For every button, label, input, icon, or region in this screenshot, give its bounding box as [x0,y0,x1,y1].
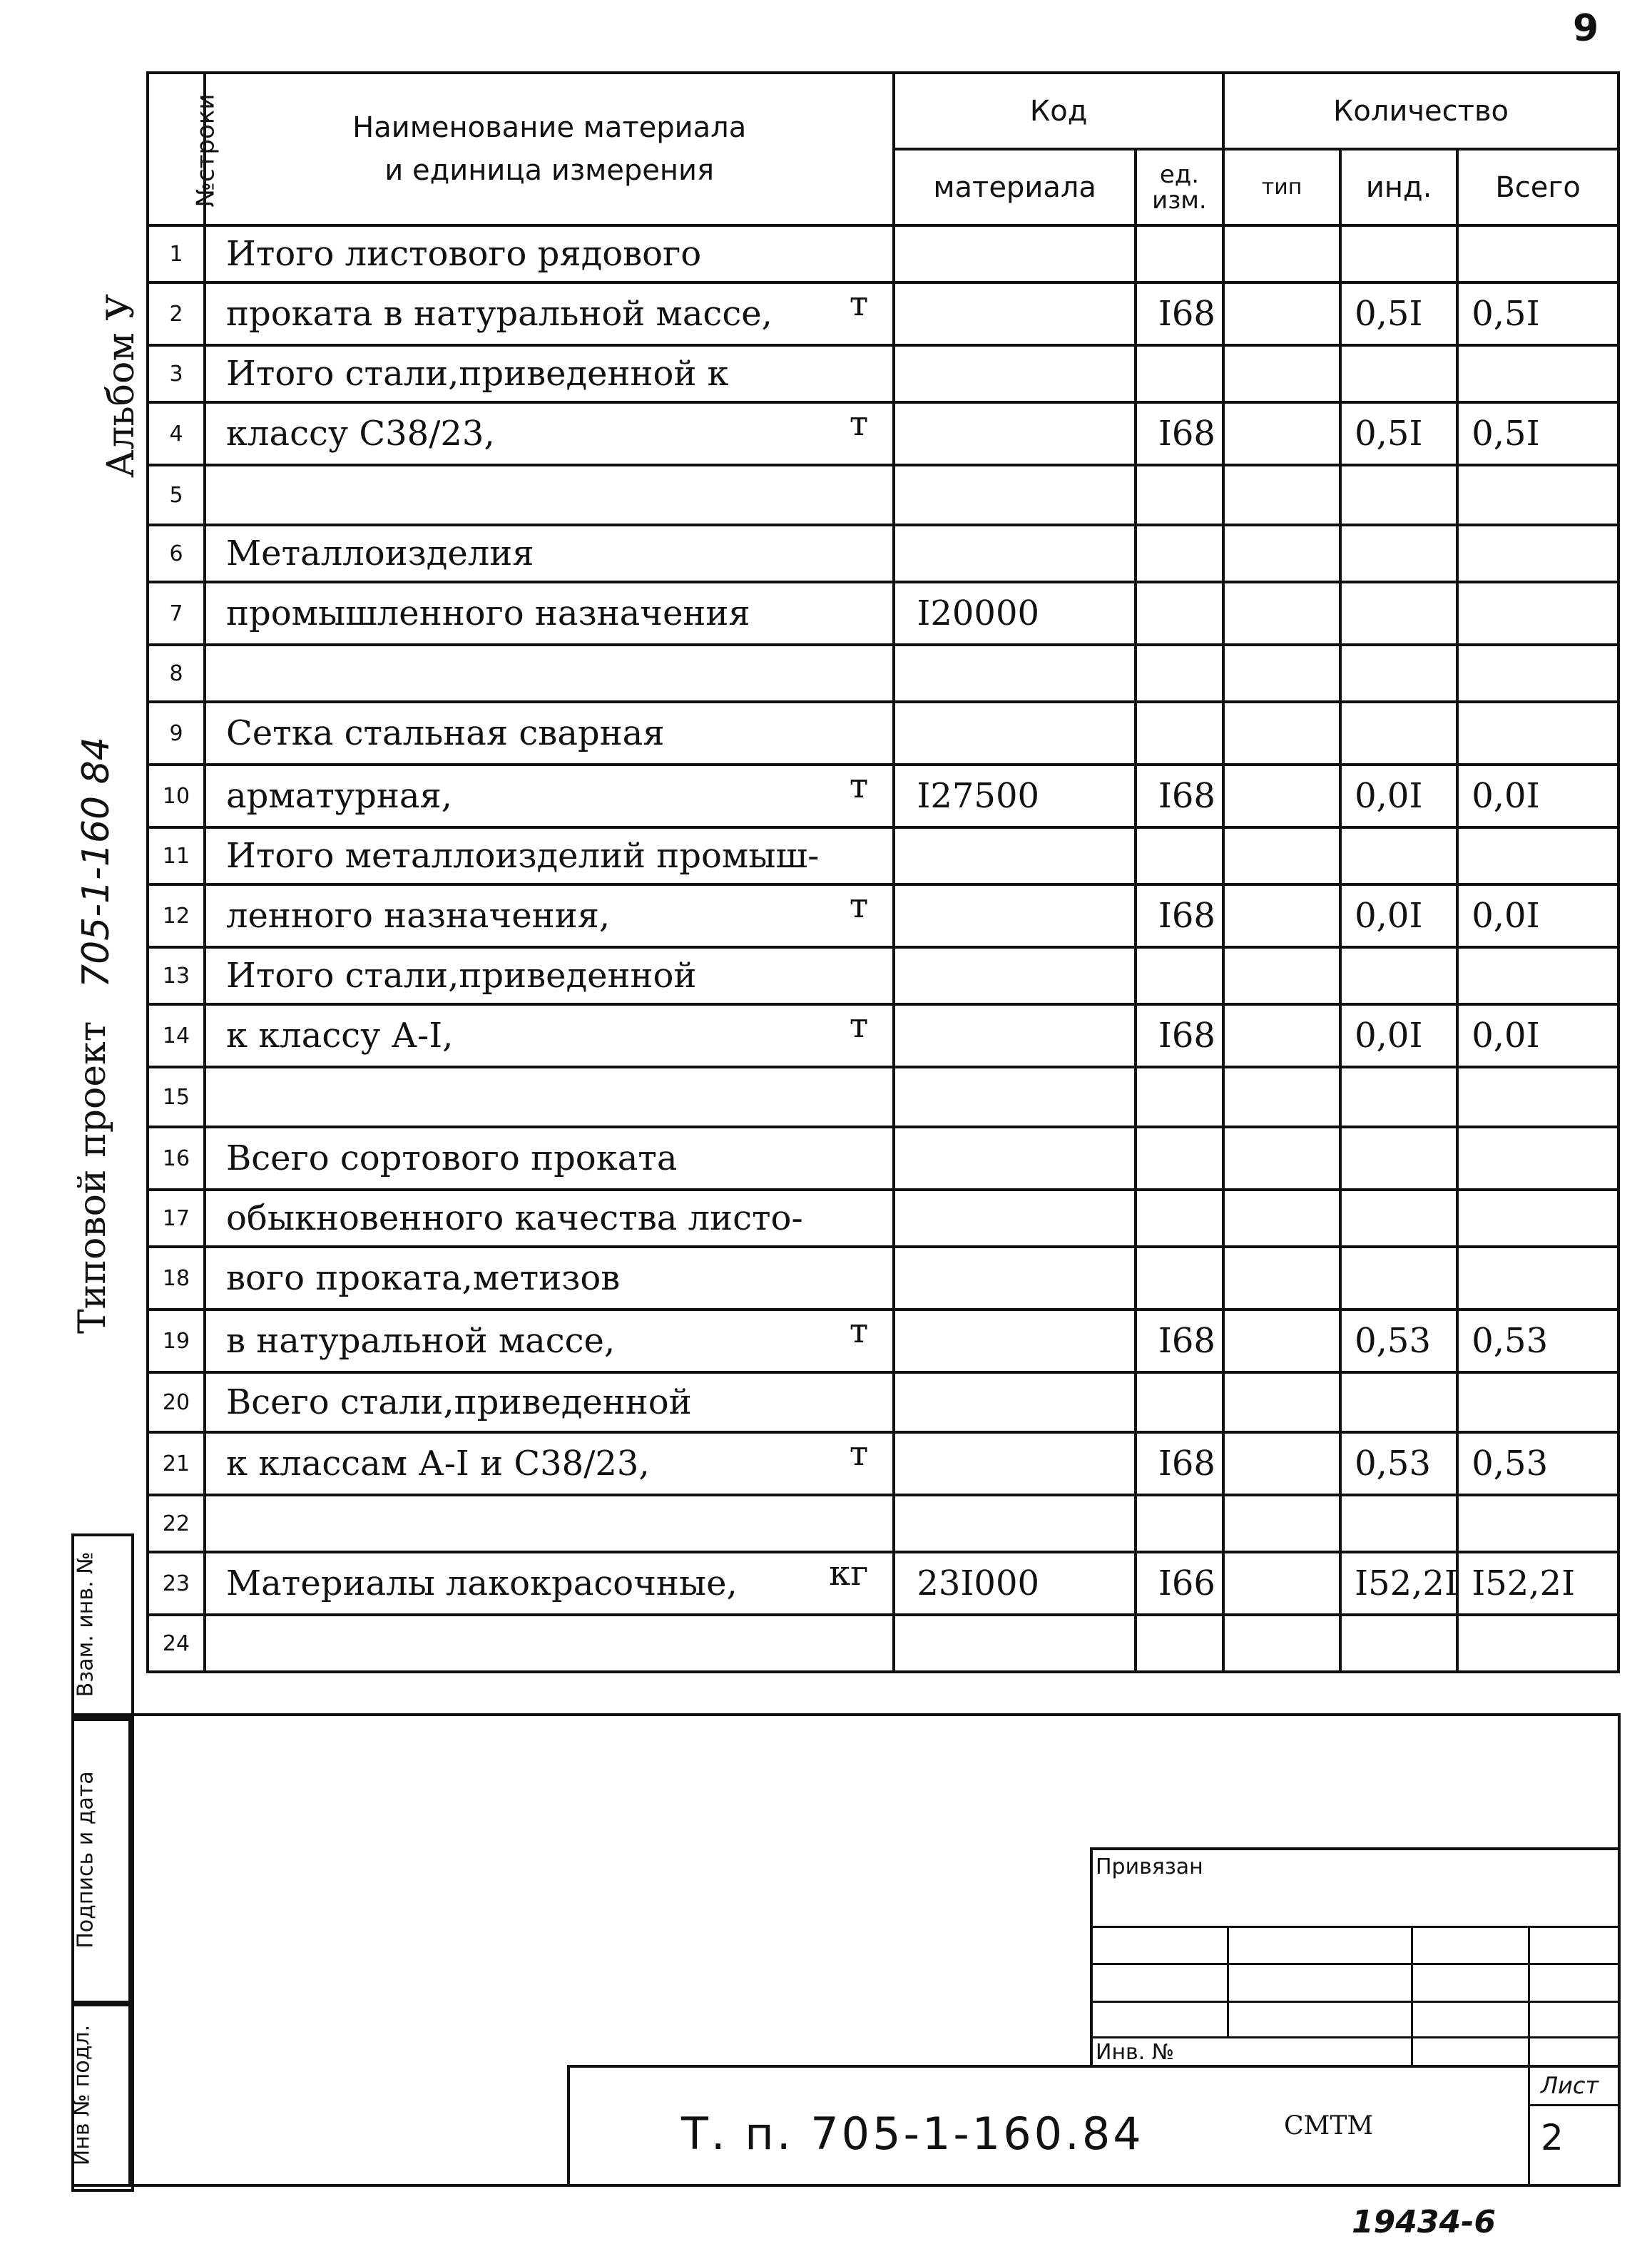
stamp-top-line [1090,1847,1621,1850]
material-name [205,402,894,465]
qty-typ [1223,402,1340,465]
material-code [894,702,1136,765]
qty-ind [1340,345,1457,402]
unit-code [1136,582,1223,645]
qty-ind [1340,827,1457,884]
material-name-text: промышленного назначения [226,593,750,633]
table-row [148,765,1618,827]
unit-code [1136,645,1223,702]
project-label: Типовой проект [71,1021,114,1334]
material-name [205,645,894,702]
unit-code: I66 [1136,1552,1223,1615]
qty-typ [1223,1432,1340,1495]
row-number: 1 [148,225,205,282]
stamp-sheet-number: 2 [1541,2117,1564,2158]
qty-typ [1223,1004,1340,1067]
qty-ind [1340,465,1457,525]
material-name [205,1432,894,1495]
qty-typ [1223,765,1340,827]
qty-total [1457,1190,1618,1247]
table-row [148,1495,1618,1552]
material-code [894,1127,1136,1190]
row-number: 4 [148,402,205,465]
qty-typ [1223,645,1340,702]
material-name-text: Всего стали,приведенной [226,1382,692,1422]
qty-total [1457,345,1618,402]
unit-code: I68 [1136,765,1223,827]
qty-ind: 0,53 [1340,1310,1457,1372]
material-code [894,225,1136,282]
row-number: 11 [148,827,205,884]
material-name-text: Сетка стальная сварная [226,713,665,753]
header-rownum [148,73,220,225]
stamp-doc-code: Т. п. 705-1-160.84 [681,2108,1144,2160]
title-block-top-line [567,2065,1621,2068]
unit-code [1136,947,1223,1004]
material-name [205,1495,894,1552]
material-name-text: Всего сортового проката [226,1138,678,1178]
row-number: 3 [148,345,205,402]
header-name-line2: и единица измерения [384,154,715,187]
sheet-divider-line [1528,2104,1621,2106]
qty-total: 0,0I [1457,884,1618,947]
unit-code [1136,1372,1223,1432]
table-row [148,525,1618,582]
qty-ind: I52,2I [1340,1552,1457,1615]
material-code: 23I000 [894,1552,1136,1615]
qty-typ [1223,465,1340,525]
unit-code: I68 [1136,884,1223,947]
unit-code [1136,1190,1223,1247]
qty-total [1457,827,1618,884]
qty-typ [1223,225,1340,282]
table-row [148,1310,1618,1372]
unit-code: I68 [1136,1432,1223,1495]
qty-typ [1223,1615,1340,1672]
frame-bottom-line [71,2184,1621,2187]
row-number: 24 [148,1615,205,1672]
qty-typ [1223,1310,1340,1372]
page-number: 9 [1573,7,1599,50]
material-code [894,827,1136,884]
qty-total [1457,465,1618,525]
qty-typ [1223,1372,1340,1432]
material-name-text: Материалы лакокрасочные, [226,1563,738,1603]
qty-ind: 0,5I [1340,402,1457,465]
material-name [205,702,894,765]
material-name [205,1310,894,1372]
table-row [148,225,1618,282]
qty-total [1457,1127,1618,1190]
table-row [148,1190,1618,1247]
material-code [894,282,1136,345]
stamp-row-line-2 [1090,1963,1621,1965]
qty-typ [1223,582,1340,645]
unit-code: I68 [1136,1310,1223,1372]
material-name-text: в натуральной массе, [226,1321,616,1361]
unit-code: I68 [1136,282,1223,345]
row-number: 12 [148,884,205,947]
row-number: 15 [148,1067,205,1127]
header-qty-total: Всего [1457,149,1618,225]
qty-typ [1223,345,1340,402]
material-name [205,1372,894,1432]
measurement-unit: т [849,1006,869,1046]
stamp-col-line-2 [1411,1926,1413,2065]
material-code: I27500 [894,765,1136,827]
qty-ind [1340,1372,1457,1432]
material-name [205,1004,894,1067]
header-qty-group: Количество [1223,73,1618,149]
material-code [894,525,1136,582]
material-name [205,1127,894,1190]
material-name [205,765,894,827]
row-number: 6 [148,525,205,582]
material-code [894,947,1136,1004]
qty-typ [1223,1067,1340,1127]
qty-typ [1223,1552,1340,1615]
row-number: 2 [148,282,205,345]
material-name-text: Итого стали,приведенной к [226,354,729,394]
table-row [148,645,1618,702]
row-number: 17 [148,1190,205,1247]
qty-ind [1340,645,1457,702]
qty-total [1457,1615,1618,1672]
row-number: 7 [148,582,205,645]
table-row [148,1615,1618,1672]
qty-total [1457,947,1618,1004]
stamp-row-line-4 [1090,2036,1621,2038]
qty-total: 0,5I [1457,282,1618,345]
row-number: 9 [148,702,205,765]
material-name-text: арматурная, [226,776,452,816]
material-name-text: классу С38/23, [226,414,495,454]
material-name [205,525,894,582]
material-code [894,1004,1136,1067]
stamp-row-line-3 [1090,2001,1621,2003]
table-row [148,345,1618,402]
qty-ind: 0,0I [1340,1004,1457,1067]
material-name-text: обыкновенного качества листо- [226,1198,803,1238]
qty-ind [1340,1127,1457,1190]
qty-typ [1223,1127,1340,1190]
material-code [894,1495,1136,1552]
material-name [205,465,894,525]
qty-total [1457,1372,1618,1432]
qty-typ [1223,702,1340,765]
header-code-unit [1136,149,1223,225]
stamp-doc-type: СМТМ [1284,2111,1374,2140]
qty-total [1457,525,1618,582]
title-block-left-line [567,2065,570,2186]
material-name [205,345,894,402]
qty-ind [1340,225,1457,282]
row-number: 21 [148,1432,205,1495]
unit-code [1136,525,1223,582]
qty-typ [1223,827,1340,884]
qty-ind: 0,53 [1340,1432,1457,1495]
material-name [205,827,894,884]
unit-code [1136,1615,1223,1672]
materials-table [146,71,1620,1673]
material-name [205,1067,894,1127]
header-code-group: Код [894,73,1223,149]
row-number: 22 [148,1495,205,1552]
header-name [205,73,894,225]
material-code [894,1310,1136,1372]
qty-total: 0,0I [1457,765,1618,827]
frame-right-line [1618,1715,1621,2186]
header-code-unit-label: ед. изм. [1152,160,1207,215]
row-number: 19 [148,1310,205,1372]
material-name [205,947,894,1004]
header-code-material: материала [894,149,1136,225]
material-code [894,1247,1136,1310]
measurement-unit: т [849,1434,869,1474]
table-row [148,282,1618,345]
table-row [148,1372,1618,1432]
stamp-privyazan: Привязан [1096,1854,1203,1879]
unit-code [1136,1495,1223,1552]
qty-ind [1340,1067,1457,1127]
qty-total: 0,0I [1457,1004,1618,1067]
table-row [148,402,1618,465]
row-number: 13 [148,947,205,1004]
table-row [148,884,1618,947]
qty-ind [1340,947,1457,1004]
qty-total [1457,702,1618,765]
row-number: 16 [148,1127,205,1190]
qty-total [1457,1495,1618,1552]
margin-label-podpis: Подпись и дата [73,1771,98,1949]
stamp-col-line-1 [1227,1926,1229,2036]
table-row [148,827,1618,884]
qty-ind [1340,1190,1457,1247]
measurement-unit: т [849,284,869,324]
material-name [205,282,894,345]
table-row [148,465,1618,525]
qty-ind [1340,702,1457,765]
stamp-left-line [1090,1847,1093,2065]
frame-top-line [71,1713,1621,1716]
margin-label-vzam: Взам. инв. № [73,1551,98,1698]
qty-typ [1223,1247,1340,1310]
qty-total: 0,53 [1457,1432,1618,1495]
qty-total: 0,5I [1457,402,1618,465]
footer-handwritten: 19434-6 [1352,2204,1496,2240]
qty-ind [1340,1615,1457,1672]
material-name-text: к классу А-I, [226,1016,454,1056]
qty-typ [1223,947,1340,1004]
material-name-text: к классам А-I и С38/23, [226,1444,650,1484]
qty-total [1457,582,1618,645]
table-row [148,1067,1618,1127]
material-name [205,225,894,282]
qty-total: 0,53 [1457,1310,1618,1372]
material-name [205,1190,894,1247]
qty-ind: 0,0I [1340,765,1457,827]
material-name-text: ленного назначения, [226,896,611,936]
row-number: 20 [148,1372,205,1432]
material-code [894,884,1136,947]
table-row [148,1247,1618,1310]
header-qty-ind: инд. [1340,149,1457,225]
margin-label-inv: Инв № подл. [69,2024,95,2166]
unit-code [1136,702,1223,765]
table-row [148,1432,1618,1495]
table-row [148,1127,1618,1190]
table-row [148,1004,1618,1067]
qty-total [1457,1247,1618,1310]
frame-left-line [128,1715,131,2186]
qty-ind: 0,5I [1340,282,1457,345]
unit-code [1136,465,1223,525]
qty-total [1457,645,1618,702]
qty-typ [1223,525,1340,582]
qty-typ [1223,884,1340,947]
material-name-text: вого проката,метизов [226,1258,621,1298]
stamp-inv-no: Инв. № [1096,2040,1175,2065]
material-code [894,345,1136,402]
unit-code [1136,1067,1223,1127]
material-code [894,645,1136,702]
unit-code: I68 [1136,402,1223,465]
album-title: Альбом У [100,294,143,478]
measurement-unit: т [849,404,869,444]
material-name [205,582,894,645]
row-number: 10 [148,765,205,827]
material-code [894,1067,1136,1127]
qty-typ [1223,282,1340,345]
header-qty-typ: тип [1223,149,1340,225]
qty-ind [1340,1495,1457,1552]
material-name-text: Итого стали,приведенной [226,956,697,996]
row-number: 5 [148,465,205,525]
row-number: 14 [148,1004,205,1067]
stamp-col-line-3 [1528,1926,1530,2186]
measurement-unit: т [849,1311,869,1351]
material-name-text: Итого листового рядового [226,234,702,274]
table-row [148,947,1618,1004]
qty-typ [1223,1190,1340,1247]
qty-typ [1223,1495,1340,1552]
material-code [894,1432,1136,1495]
qty-ind [1340,1247,1457,1310]
row-number: 8 [148,645,205,702]
measurement-unit: т [849,886,869,926]
row-number: 23 [148,1552,205,1615]
unit-code: I68 [1136,1004,1223,1067]
unit-code [1136,345,1223,402]
qty-ind [1340,525,1457,582]
material-name-text: Итого металлоизделий промыш- [226,836,820,876]
material-name [205,1552,894,1615]
table-row [148,582,1618,645]
table-row [148,702,1618,765]
measurement-unit: кг [829,1553,869,1593]
material-name [205,1247,894,1310]
material-code [894,1615,1136,1672]
material-code [894,402,1136,465]
stamp-sheet-label: Лист [1541,2072,1599,2099]
unit-code [1136,225,1223,282]
project-handwritten: 705-1-160 84 [75,737,118,988]
qty-ind [1340,582,1457,645]
unit-code [1136,1247,1223,1310]
material-code [894,1190,1136,1247]
measurement-unit: т [849,766,869,806]
material-name-text: Металлоизделия [226,534,534,573]
material-name-text: проката в натуральной массе, [226,294,773,334]
material-code [894,1372,1136,1432]
qty-ind: 0,0I [1340,884,1457,947]
header-rownum-label: №строки [191,93,220,208]
header-name-line1: Наименование материала [352,111,747,144]
unit-code [1136,1127,1223,1190]
material-code: I20000 [894,582,1136,645]
material-name [205,1615,894,1672]
unit-code [1136,827,1223,884]
material-code [894,465,1136,525]
qty-total: I52,2I [1457,1552,1618,1615]
qty-total [1457,1067,1618,1127]
stamp-row-line-1 [1090,1926,1621,1928]
qty-total [1457,225,1618,282]
material-name [205,884,894,947]
row-number: 18 [148,1247,205,1310]
table-row [148,1552,1618,1615]
